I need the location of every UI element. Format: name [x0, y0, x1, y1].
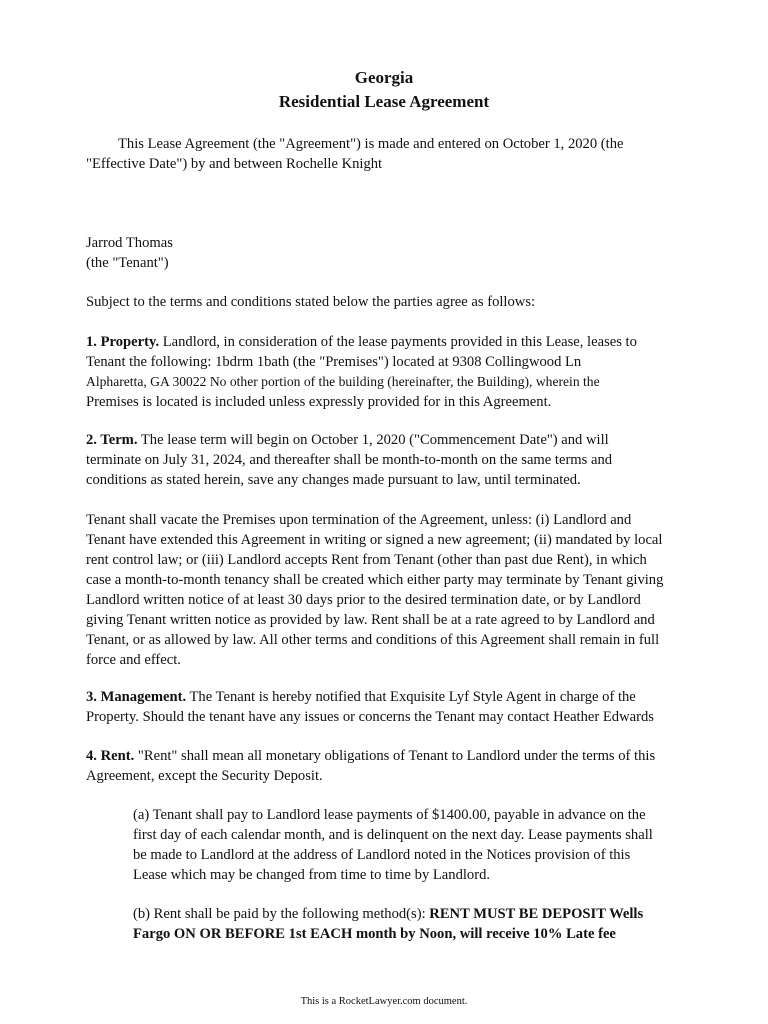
vacate-line: giving Tenant written notice as provided by law. Rent shall be at a rate agreed to by Landlord and — [86, 612, 655, 628]
section-heading: 1. Property. — [86, 334, 160, 350]
vacate-line: case a month-to-month tenancy shall be created which either party may terminate by Tenant giving — [86, 572, 664, 588]
section-management — [86, 687, 686, 727]
section-text: Landlord, in consideration of the lease payments provided in this Lease, leases to — [159, 334, 637, 350]
subsection-line: be made to Landlord at the address of Landlord noted in the Notices provision of this — [133, 847, 631, 863]
document-name: Residential Lease Agreement — [278, 92, 490, 111]
tenant-role: (the "Tenant") — [86, 255, 169, 271]
document-footer: This is a RocketLawyer.com document. — [300, 996, 468, 1007]
vacate-line: Tenant have extended this Agreement in writing or signed a new agreement; (ii) mandated by local — [86, 532, 663, 548]
subsection-line: Lease which may be changed from time to time by Landlord. — [133, 867, 491, 883]
rent-subsection-b — [133, 904, 673, 944]
rent-subsection-a — [133, 805, 673, 885]
section-term — [86, 430, 686, 490]
section-text: terminate on July 31, 2024, and thereafter shall be month-to-month on the same terms and — [86, 452, 613, 468]
vacate-line: rent control law; or (iii) Landlord accepts Rent from Tenant (other than past due Rent), in which — [86, 552, 647, 568]
section-text: conditions as stated herein, save any changes made pursuant to law, until terminated. — [86, 472, 581, 488]
subject-line: Subject to the terms and conditions stated below the parties agree as follows: — [86, 294, 536, 310]
vacate-line: Tenant, or as allowed by law. All other terms and conditions of this Agreement shall remain in full — [86, 632, 660, 648]
section-text: Alpharetta, GA 30022 No other portion of the building (hereinafter, the Building), wherein the — [86, 374, 600, 389]
intro-line: This Lease Agreement (the "Agreement") is made and entered on October 1, 2020 (the — [118, 136, 624, 152]
state-title: Georgia — [354, 68, 414, 87]
subsection-line: first day of each calendar month, and is delinquent on the next day. Lease payments shall — [133, 827, 653, 843]
intro-line: "Effective Date") by and between Rochelle Knight — [86, 156, 383, 172]
payment-method-bold: RENT MUST BE DEPOSIT Wells — [429, 906, 644, 922]
tenant-block — [86, 233, 686, 273]
vacate-line: Landlord written notice of at least 30 days prior to the desired termination date, or by Landlord — [86, 592, 641, 608]
section-text: The lease term will begin on October 1, 2020 ("Commencement Date") and will — [137, 432, 609, 448]
section-text: Premises is located is included unless expressly provided for in this Agreement. — [86, 394, 552, 410]
subsection-text: (b) Rent shall be paid by the following method(s): — [133, 906, 430, 922]
section-text: "Rent" shall mean all monetary obligations of Tenant to Landlord under the terms of this — [134, 748, 656, 764]
section-text: Agreement, except the Security Deposit. — [86, 768, 323, 784]
section-text: Tenant the following: 1bdrm 1bath (the "Premises") located at 9308 Collingwood Ln — [86, 354, 582, 370]
section-heading: 2. Term. — [86, 432, 138, 448]
vacate-line: Tenant shall vacate the Premises upon termination of the Agreement, unless: (i) Landlord and — [86, 512, 632, 528]
tenant-name: Jarrod Thomas — [86, 235, 173, 251]
section-heading: 4. Rent. — [86, 748, 135, 764]
section-rent — [86, 746, 686, 786]
intro-paragraph — [86, 134, 686, 174]
section-heading: 3. Management. — [86, 689, 187, 705]
section-text: Property. Should the tenant have any issues or concerns the Tenant may contact Heather Edwards — [86, 709, 654, 725]
vacate-paragraph — [86, 510, 686, 670]
document-title — [0, 66, 768, 114]
section-text: The Tenant is hereby notified that Exquisite Lyf Style Agent in charge of the — [186, 689, 636, 705]
section-property — [86, 332, 686, 412]
payment-method-bold: Fargo ON OR BEFORE 1st EACH month by Noon, will receive 10% Late fee — [133, 926, 616, 942]
subsection-line: (a) Tenant shall pay to Landlord lease payments of $1400.00, payable in advance on the — [133, 807, 646, 823]
vacate-line: force and effect. — [86, 652, 181, 668]
